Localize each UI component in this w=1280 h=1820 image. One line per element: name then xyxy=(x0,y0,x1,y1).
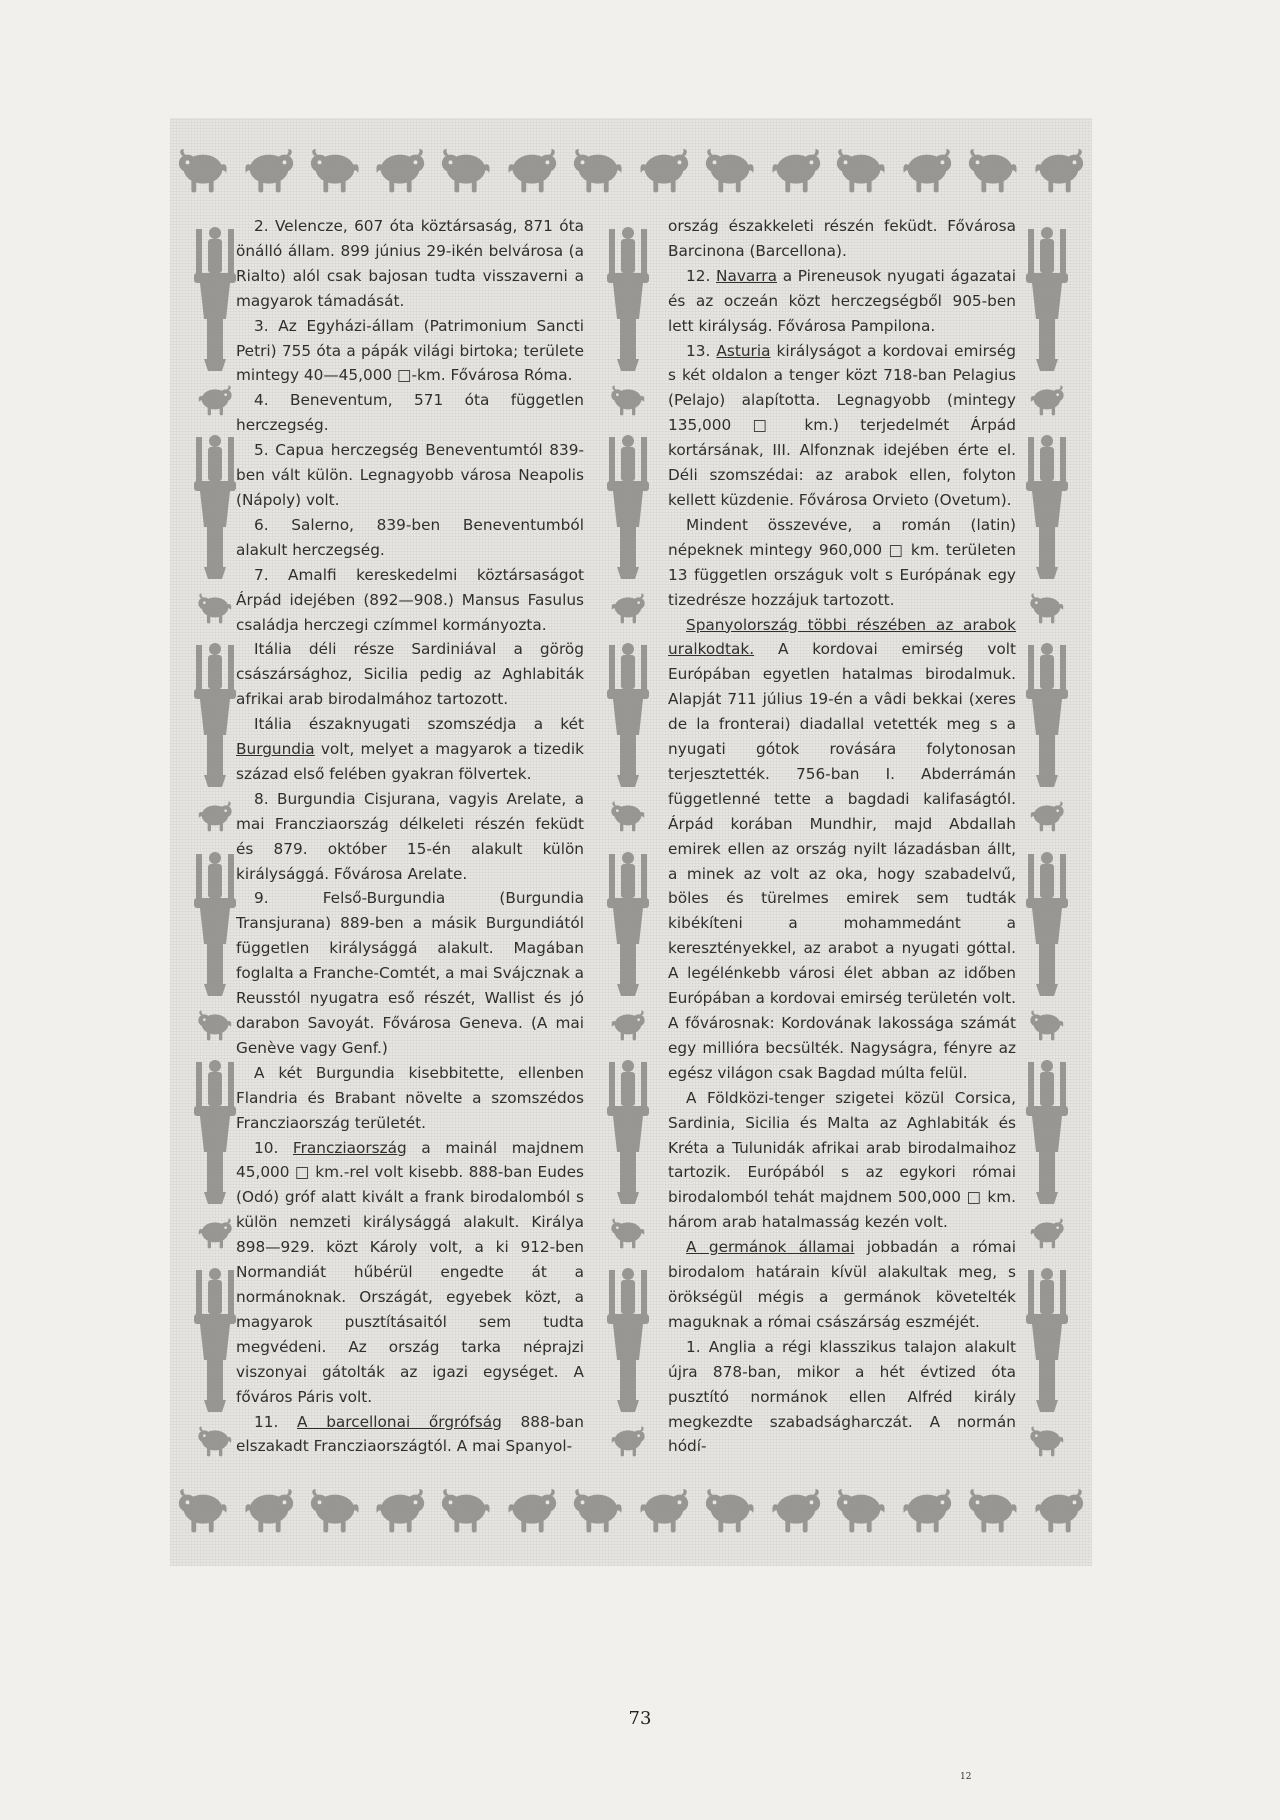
totem-figure-ornament-icon xyxy=(192,431,238,581)
paragraph: 3. Az Egyházi-állam (Patrimonium Sancti Petri) 755 óta a pápák világi birtoka; területe mintegy 40—45,000 □-km. Fővárosa Róma. xyxy=(236,316,584,385)
bison-ornament-icon xyxy=(195,1215,235,1255)
underlined-term: A barcellonai őrgrófság xyxy=(297,1412,502,1431)
totem-figure-ornament-icon xyxy=(1024,223,1070,373)
bison-ornament-icon xyxy=(195,382,235,422)
paragraph: A két Burgundia kisebbitette, ellenben Flandria és Brabant növelte a szomszédos Francziaország területét. xyxy=(236,1063,584,1132)
bison-ornament-icon xyxy=(608,1215,648,1255)
bison-ornament-icon xyxy=(437,144,495,202)
bison-ornament-icon xyxy=(1027,798,1067,838)
bison-ornament-icon xyxy=(371,144,429,202)
underlined-term: Navarra xyxy=(716,266,777,285)
paragraph: Itália déli része Sardiniával a görög császársághoz, Sicilia pedig az Aghlabiták afrikai arab birodalmához tartozott. xyxy=(236,640,584,709)
paragraph xyxy=(236,1136,584,1410)
totem-figure-ornament-icon xyxy=(1024,1056,1070,1206)
totem-figure-ornament-icon xyxy=(192,1056,238,1206)
illustrated-border-panel xyxy=(170,118,1092,1566)
totem-figure-ornament-icon xyxy=(605,431,651,581)
bison-ornament-icon xyxy=(569,144,627,202)
bison-ornament-icon xyxy=(832,1484,890,1542)
paragraph-text: 888-ban elszakadt Francziaországtól. A mai Spanyol- xyxy=(236,1412,584,1456)
bison-ornament-icon xyxy=(240,1484,298,1542)
bison-ornament-icon xyxy=(701,1484,759,1542)
bison-ornament-icon xyxy=(898,1484,956,1542)
top-border-row xyxy=(170,128,1092,218)
bison-ornament-icon xyxy=(371,1484,429,1542)
bison-ornament-icon xyxy=(1027,382,1067,422)
paragraph xyxy=(668,1235,1016,1335)
bison-ornament-icon xyxy=(1027,1423,1067,1463)
bison-ornament-icon xyxy=(608,1423,648,1463)
bison-ornament-icon xyxy=(767,1484,825,1542)
paragraph: 7. Amalfi kereskedelmi köztársaságot Árpád idejében (892—908.) Mansus Fasulus családja herczegi czímmel kormányozta. xyxy=(236,565,584,634)
paragraph-text: 13. xyxy=(686,341,717,360)
paragraph-text: 12. xyxy=(686,266,717,285)
bison-ornament-icon xyxy=(503,1484,561,1542)
bison-ornament-icon xyxy=(1030,1484,1088,1542)
bison-ornament-icon xyxy=(503,144,561,202)
bison-ornament-icon xyxy=(964,144,1022,202)
paragraph-text: volt, melyet a magyarok a tizedik század első felében gyakran fölvertek. xyxy=(236,740,584,783)
totem-figure-ornament-icon xyxy=(605,1056,651,1206)
bison-ornament-icon xyxy=(174,144,232,202)
bison-ornament-icon xyxy=(635,1484,693,1542)
bison-ornament-icon xyxy=(608,798,648,838)
paragraph: A Földközi-tenger szigetei közül Corsica, Sardinia, Sicilia és Malta az Aghlabiták és Kréta a Tulunidák afrikai arab birodalmaihoz tartozik. Európából s az egykori római birodalomból tehát majdnem 500,000 □ km. három arab hatalmasság kezén volt. xyxy=(668,1088,1016,1232)
underlined-term: Asturia xyxy=(716,341,771,360)
bison-ornament-icon xyxy=(608,1007,648,1047)
bison-ornament-icon xyxy=(832,144,890,202)
paragraph-text: jobbadán a római birodalom határain kívül alakultak meg, s örökségül mégis a germánok követelték maguknak a római császárság eszméjét. xyxy=(668,1238,1017,1331)
paragraph-text: 11. xyxy=(254,1412,298,1431)
paragraph-text: királyságot a kordovai emirség s két oldalon a tenger közt 718-ban Pelagius (Pelajo) alapította. Legnagyobb (mintegy 135,000 □ km.) terjedelmét Árpád kortársának, III. Alfonznak idejében érte el. Déli szomszédai: az arabok ellen, folyton kellett küzdenie. Fővárosa Orvieto (Ovetum). xyxy=(668,341,1016,509)
underlined-term: Spanyolország többi részében az arabok uralkodtak. xyxy=(668,615,1016,659)
bison-ornament-icon xyxy=(608,590,648,630)
totem-figure-ornament-icon xyxy=(192,1264,238,1414)
bison-ornament-icon xyxy=(240,144,298,202)
underlined-term: Burgundia xyxy=(236,740,315,759)
paragraph-text: 10. xyxy=(254,1138,293,1157)
paragraph: 8. Burgundia Cisjurana, vagyis Arelate, a mai Francziaország délkeleti részén feküdt és 879. október 15-én alakult külön királysággá. Fővárosa Arelate. xyxy=(236,789,584,883)
bison-ornament-icon xyxy=(1027,1007,1067,1047)
totem-figure-ornament-icon xyxy=(1024,431,1070,581)
bison-ornament-icon xyxy=(174,1484,232,1542)
bison-ornament-icon xyxy=(1030,144,1088,202)
paragraph-text: a Pireneusok nyugati ágazatai és az oczeán közt herczegségből 905-ben lett királyság. Fővárosa Pampilona. xyxy=(668,266,1016,335)
paragraph xyxy=(236,712,584,787)
bison-ornament-icon xyxy=(635,144,693,202)
underlined-term: Francziaország xyxy=(292,1138,407,1157)
right-text-column xyxy=(668,214,1016,1470)
bison-ornament-icon xyxy=(898,144,956,202)
paragraph: 5. Capua herczegség Beneventumtól 839-ben vált külön. Legnagyobb városa Neapolis (Nápoly) volt. xyxy=(236,441,584,509)
bison-ornament-icon xyxy=(195,1007,235,1047)
paragraph: ország északkeleti részén feküdt. Fővárosa Barcinona (Barcellona). xyxy=(668,217,1016,260)
totem-figure-ornament-icon xyxy=(605,848,651,998)
totem-figure-ornament-icon xyxy=(1024,848,1070,998)
paragraph-text: Itália északnyugati szomszédja a két xyxy=(254,715,584,734)
paragraph: 6. Salerno, 839-ben Beneventumból alakult herczegség. xyxy=(236,515,584,559)
totem-figure-ornament-icon xyxy=(605,223,651,373)
totem-figure-ornament-icon xyxy=(192,223,238,373)
paragraph: 4. Beneventum, 571 óta független herczegség. xyxy=(236,391,584,435)
bottom-border-row xyxy=(170,1468,1092,1558)
paragraph: Mindent összevéve, a román (latin) népeknek mintegy 960,000 □ km. területen 13 független országuk volt s Európának egy tizedrésze hozzájuk tartozott. xyxy=(668,515,1016,609)
totem-figure-ornament-icon xyxy=(1024,1264,1070,1414)
totem-figure-ornament-icon xyxy=(605,639,651,789)
bison-ornament-icon xyxy=(437,1484,495,1542)
bison-ornament-icon xyxy=(767,144,825,202)
right-border-column xyxy=(1012,218,1082,1468)
paragraph xyxy=(668,264,1016,339)
paragraph xyxy=(668,613,1016,1086)
bison-ornament-icon xyxy=(1027,1215,1067,1255)
bison-ornament-icon xyxy=(1027,590,1067,630)
bison-ornament-icon xyxy=(195,798,235,838)
paragraph: 2. Velencze, 607 óta köztársaság, 871 óta önálló állam. 899 június 29-ikén belvárosa (a Rialto) alól csak bajosan tudta visszaverni a magyarok támadását. xyxy=(236,217,584,310)
bison-ornament-icon xyxy=(195,1423,235,1463)
paragraph: 9. Felső-Burgundia (Burgundia Transjurana) 889-ben a másik Burgundiától független királysággá alakult. Magában foglalta a Franche-Comtét, a mai Svájcznak a Reusstól nyugatra eső részét, Wallist és jó darabon Savoyát. Fővárosa Geneva. (A mai Genève vagy Genf.) xyxy=(236,889,584,1057)
bison-ornament-icon xyxy=(608,382,648,422)
underlined-term: A germánok államai xyxy=(686,1238,855,1257)
sheet-signature-mark: 12 xyxy=(960,1772,972,1782)
paragraph: 1. Anglia a régi klasszikus talajon alakult újra 878-ban, mikor a hét évtized óta pusztító normánok ellen Alfréd király megkezdte szabadságharczát. A normán hódí- xyxy=(668,1337,1016,1456)
left-text-column xyxy=(236,214,584,1470)
paragraph xyxy=(236,1410,584,1460)
bison-ornament-icon xyxy=(306,144,364,202)
bison-ornament-icon xyxy=(569,1484,627,1542)
middle-border-column xyxy=(593,218,663,1468)
paragraph xyxy=(668,339,1016,513)
bison-ornament-icon xyxy=(195,590,235,630)
bison-ornament-icon xyxy=(701,144,759,202)
paragraph-text: A kordovai emirség volt Európában egyetlen hatalmas birodalmuk. Alapját 711 július 19-én a vâdi bekkai (xeres de la fronterai) diadallal vetették meg s a nyugati gótok rovására folytonosan terjesztették. 756-ban I. Abderrámán függetlenné tette a bagdadi kalifaságtól. Árpád korában Mundhir, majd Abdallah emirek ellen az ország nyilt lázadásban állt, a minek az volt az oka, hogy szabadelvű, böles és türelmes emirek sem tudták kibékíteni a mohammedánt a keresztényekkel, az arabot a nyugati góttal. A legélénkebb városi élet abban az időben Európában a kordovai emirség területén volt. A fővárosnak: Kordovának lakossága számát egy millióra becsülték. Nagyságra, fényre az egész világon csak Bagdad múlta felül. xyxy=(668,640,1016,1082)
totem-figure-ornament-icon xyxy=(192,639,238,789)
totem-figure-ornament-icon xyxy=(605,1264,651,1414)
paragraph-text: a mainál majdnem 45,000 □ km.-rel volt kisebb. 888-ban Eudes (Odó) gróf alatt kivált a frank birodalomból s külön nemzeti királysággá alakult. Királya 898—929. közt Károly volt, a ki 912-ben Normandiát hűbérül engedte át a normánoknak. Országát, egyebek közt, a magyarok pusztításaitól sem tudta megvédeni. Az ország tarka néprajzi viszonyai gátolták az igazi egységet. A főváros Páris volt. xyxy=(236,1138,584,1406)
totem-figure-ornament-icon xyxy=(192,848,238,998)
bison-ornament-icon xyxy=(306,1484,364,1542)
totem-figure-ornament-icon xyxy=(1024,639,1070,789)
bison-ornament-icon xyxy=(964,1484,1022,1542)
page-number: 73 xyxy=(628,1708,652,1729)
